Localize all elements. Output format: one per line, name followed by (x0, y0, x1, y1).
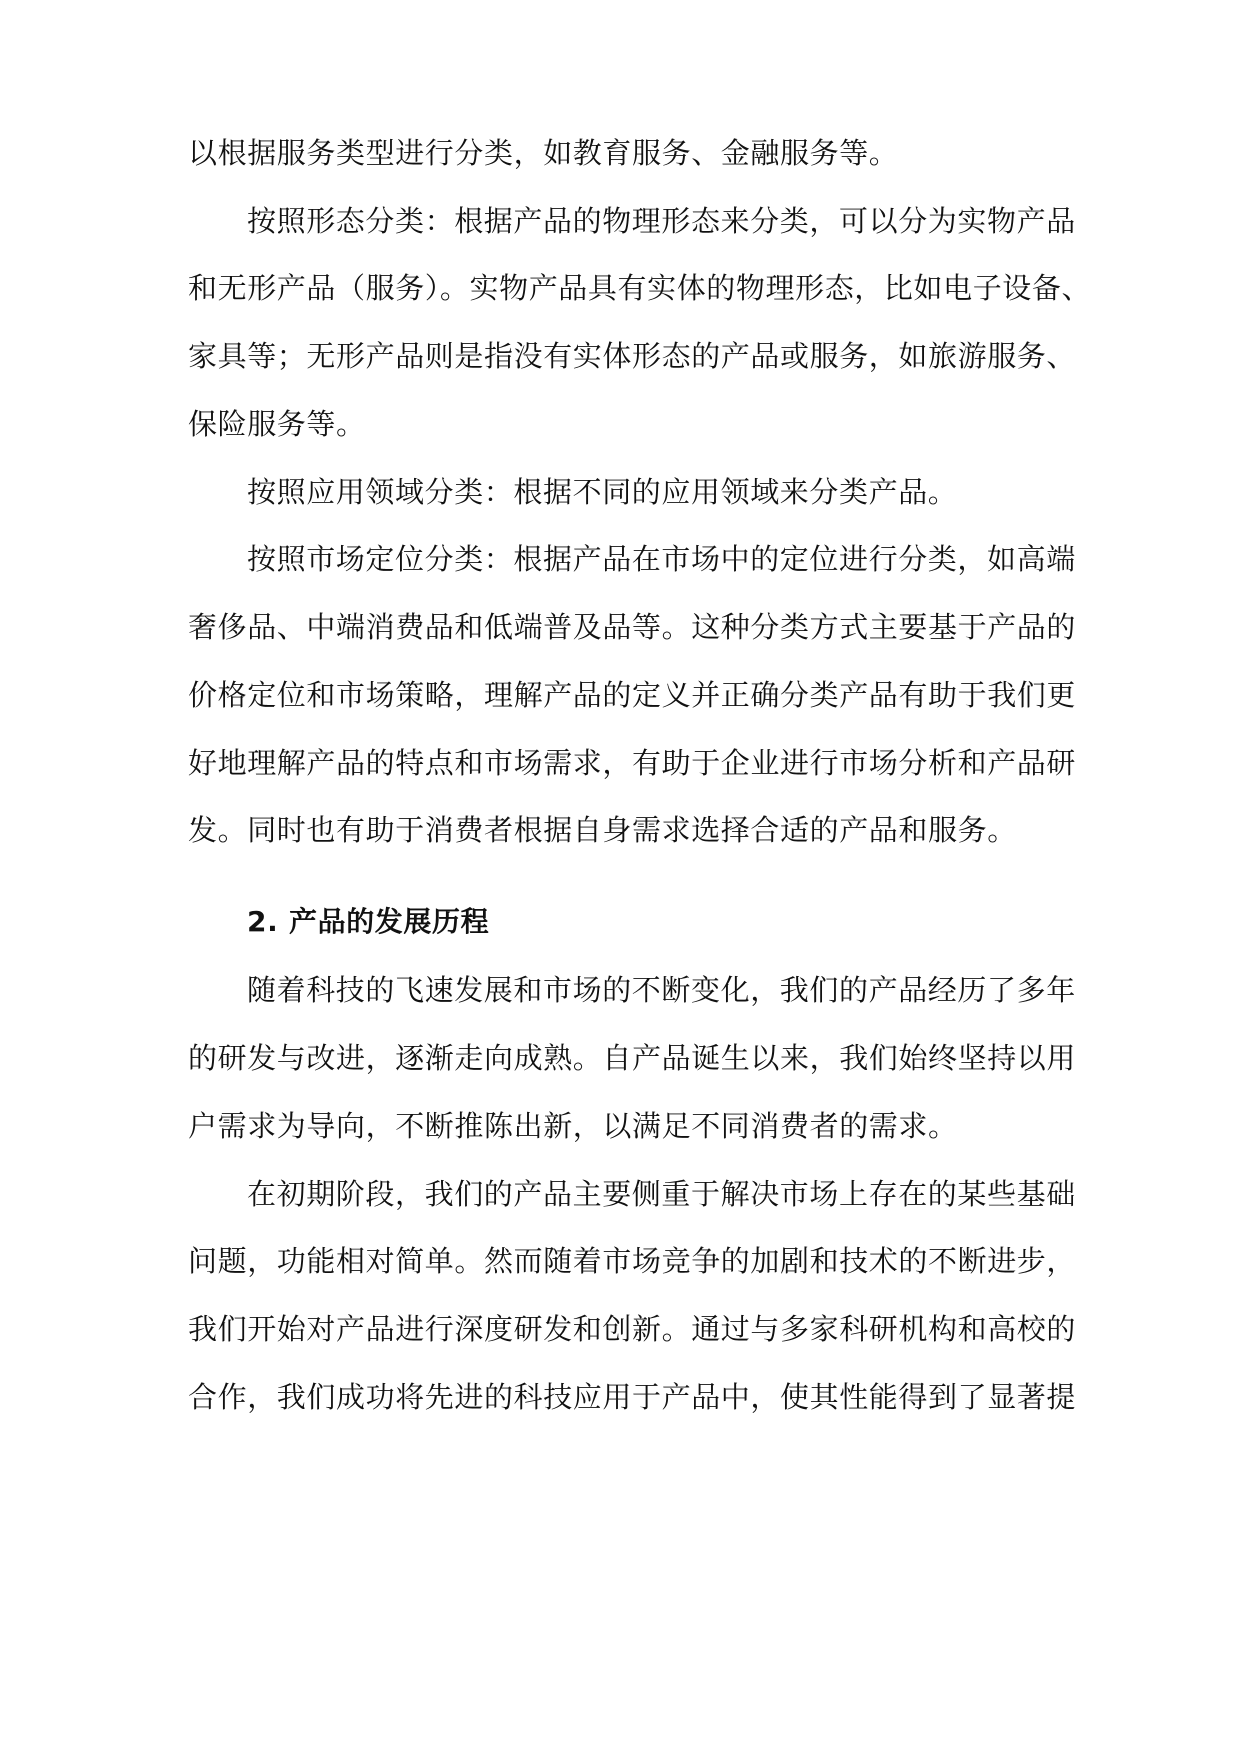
paragraph-line: 在初期阶段，我们的产品主要侧重于解决市场上存在的某些基础 (247, 1177, 1076, 1211)
section-heading (0, 902, 1241, 942)
paragraph-line: 发。同时也有助于消费者根据自身需求选择合适的产品和服务。 (188, 813, 1017, 847)
paragraph-line: 我们开始对产品进行深度研发和创新。通过与多家科研机构和高校的 (188, 1312, 1077, 1346)
section-number: 2. (247, 905, 279, 938)
paragraph-line: 按照形态分类：根据产品的物理形态来分类，可以分为实物产品 (247, 204, 1076, 238)
paragraph-line: 随着科技的飞速发展和市场的不断变化，我们的产品经历了多年 (247, 973, 1076, 1007)
paragraph-line: 以根据服务类型进行分类，如教育服务、金融服务等。 (188, 136, 899, 170)
paragraph-line: 问题，功能相对简单。然而随着市场竞争的加剧和技术的不断进步， (188, 1244, 1077, 1278)
paragraph-line: 合作，我们成功将先进的科技应用于产品中，使其性能得到了显著提 (188, 1380, 1077, 1414)
paragraph-line: 按照应用领域分类：根据不同的应用领域来分类产品。 (247, 475, 958, 509)
paragraph-line: 按照市场定位分类：根据产品在市场中的定位进行分类，如高端 (247, 542, 1076, 576)
paragraph-line: 和无形产品（服务）。实物产品具有实体的物理形态，比如电子设备、 (188, 271, 1092, 305)
paragraph-line: 家具等；无形产品则是指没有实体形态的产品或服务，如旅游服务、 (188, 339, 1077, 373)
paragraph-line: 好地理解产品的特点和市场需求，有助于企业进行市场分析和产品研 (188, 746, 1077, 780)
paragraph-line: 户需求为导向，不断推陈出新，以满足不同消费者的需求。 (188, 1109, 958, 1143)
paragraph-line: 价格定位和市场策略，理解产品的定义并正确分类产品有助于我们更 (188, 678, 1077, 712)
paragraph-line: 的研发与改进，逐渐走向成熟。自产品诞生以来，我们始终坚持以用 (188, 1041, 1077, 1075)
paragraph-line: 保险服务等。 (188, 407, 366, 441)
section-title: 产品的发展历程 (289, 905, 490, 938)
paragraph-line: 奢侈品、中端消费品和低端普及品等。这种分类方式主要基于产品的 (188, 610, 1077, 644)
